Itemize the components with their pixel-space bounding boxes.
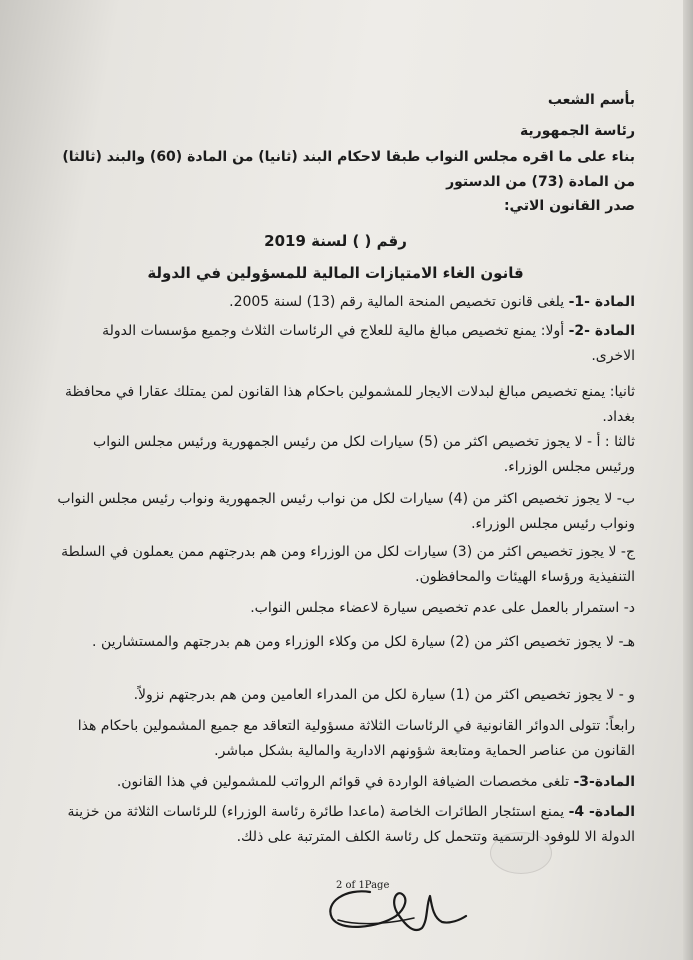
document-body — [36, 0, 635, 960]
article-2-third-f: و - لا يجوز تخصيص اكثر من (1) سيارة لكل من المدراء العامين ومن هم بدرجتهم نزولاً. — [133, 687, 635, 703]
law-title: قانون الغاء الامتيازات المالية للمسؤولين في الدولة — [147, 264, 524, 282]
page-edge — [683, 0, 693, 960]
article-2-third-a: ثالثا : أ - لا يجوز تخصيص اكثر من (5) سيارات لكل من رئيس الجمهورية ورئيس مجلس النواب ورئيس مجلس الوزراء. — [93, 434, 635, 475]
article-1-label: المادة -1- — [568, 294, 635, 310]
article-2-first: أولا: يمنع تخصيص مبالغ مالية للعلاج في الرئاسات الثلاث وجميع مؤسسات الدولة الاخرى. — [102, 323, 635, 364]
article-2-third-b: ب- لا يجوز تخصيص اكثر من (4) سيارات لكل من نواب رئيس الجمهورية ونواب رئيس مجلس النواب ونواب رئيس مجلس الوزراء. — [57, 491, 635, 532]
preamble: بناء على ما اقره مجلس النواب طبقا لاحكام البند (ثانيا) من المادة (60) والبند (ثالثا) من المادة (73) من الدستور — [62, 149, 635, 190]
article-3-label: المادة-3- — [573, 774, 635, 790]
faint-stamp — [490, 832, 552, 874]
signature-image — [318, 868, 468, 938]
article-2-third-d: د- استمرار بالعمل على عدم تخصيص سيارة لاعضاء مجلس النواب. — [250, 600, 635, 616]
article-3 — [55, 770, 635, 795]
article-1-text: يلغى قانون تخصيص المنحة المالية رقم (13) لسنة 2005. — [229, 294, 569, 310]
article-2-fourth: رابعاً: تتولى الدوائر القانونية في الرئاسات الثلاثة مسؤولية التعاقد مع جميع المشمولين باحكام هذا القانون من عناصر الحماية ومتابعة شؤونهم الادارية والمالية بشكل مباشر. — [77, 718, 635, 759]
article-2-label: المادة -2- — [568, 323, 635, 339]
article-2-second: ثانيا: يمنع تخصيص مبالغ لبدلات الايجار للمشمولين باحكام هذا القانون لمن يمتلك عقارا في محافظة بغداد. — [64, 384, 635, 425]
article-2-third-e: هـ- لا يجوز تخصيص اكثر من (2) سيارة لكل من وكلاء الوزراء ومن هم بدرجتهم والمستشارين . — [92, 634, 635, 650]
header-line-people: بأسم الشعب — [547, 92, 635, 108]
article-4-label: المادة- 4- — [568, 804, 635, 820]
article-1 — [55, 290, 635, 315]
article-4-text: يمنع استئجار الطائرات الخاصة (ماعدا طائرة رئاسة الوزراء) للرئاسات الثلاثة من خزينة الدولة الا للوفود الرسمية وتتحمل كل رئاسة الكلف المترتبة على ذلك. — [67, 804, 635, 845]
issued-line: صدر القانون الاتي: — [503, 198, 635, 214]
article-3-text: تلغى مخصصات الضيافة الواردة في قوائم الرواتب للمشمولين في هذا القانون. — [116, 774, 574, 790]
article-2-third-c: ج- لا يجوز تخصيص اكثر من (3) سيارات لكل من الوزراء ومن هم بدرجتهم ممن يعملون في السلطة التنفيذية ورؤساء الهيئات والمحافظون. — [61, 544, 635, 585]
law-number: رقم ( ) لسنة 2019 — [264, 232, 407, 250]
article-2 — [55, 319, 635, 369]
header-line-presidency: رئاسة الجمهورية — [519, 123, 635, 139]
page-number: 2 of 1Page — [336, 880, 390, 891]
